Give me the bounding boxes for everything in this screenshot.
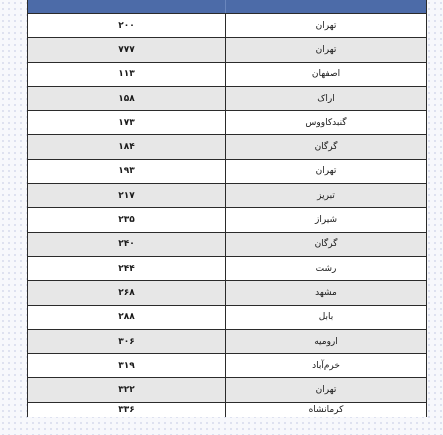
- value-cell: ۳۳۶: [28, 403, 226, 417]
- city-cell: تهران: [315, 385, 337, 396]
- city-cell: تبریز: [317, 190, 335, 201]
- value-cell: ۲۸۸: [28, 306, 226, 329]
- value-cell: ۳۱۹: [28, 354, 226, 377]
- data-table: [27, 0, 427, 417]
- city-cell: خرم‌آباد: [312, 360, 340, 371]
- header-cell-value: [28, 0, 226, 13]
- value-cell: ۱۷۳: [28, 111, 226, 134]
- city-cell: شیراز: [314, 215, 338, 226]
- city-cell: گنبدکاووس: [305, 117, 347, 128]
- value-cell: ۱۸۴: [28, 135, 226, 158]
- table-row: [28, 63, 426, 87]
- city-cell: گرگان: [314, 239, 338, 250]
- value-cell: ۲۶۸: [28, 281, 226, 304]
- city-cell: کرمانشاه: [308, 404, 344, 415]
- city-cell: تهران: [315, 44, 337, 55]
- table-row: [28, 135, 426, 159]
- table-row: [28, 111, 426, 135]
- city-cell: اصفهان: [311, 69, 341, 80]
- value-cell: ۲۴۴: [28, 257, 226, 280]
- city-cell: بابل: [318, 312, 334, 323]
- city-cell: تهران: [315, 166, 337, 177]
- city-cell: ارومیه: [314, 336, 338, 347]
- value-cell: ۲۴۰: [28, 233, 226, 256]
- table-row: [28, 403, 426, 417]
- table-row: [28, 160, 426, 184]
- city-cell: گرگان: [314, 142, 338, 153]
- value-cell: ۲۰۰: [28, 14, 226, 37]
- table-row: [28, 330, 426, 354]
- table-row: [28, 14, 426, 38]
- value-cell: ۷۷۷: [28, 38, 226, 61]
- city-cell: اراک: [317, 93, 335, 104]
- value-cell: ۱۵۸: [28, 87, 226, 110]
- value-cell: ۱۱۳: [28, 63, 226, 86]
- table-row: [28, 184, 426, 208]
- table-row: [28, 233, 426, 257]
- table-header: [28, 0, 426, 14]
- value-cell: ۱۹۳: [28, 160, 226, 183]
- table-row: [28, 87, 426, 111]
- table-row: [28, 38, 426, 62]
- table-row: [28, 208, 426, 232]
- city-cell: مشهد: [315, 287, 337, 298]
- table-row: [28, 354, 426, 378]
- table-body: [28, 14, 426, 417]
- city-cell: رشت: [315, 263, 337, 274]
- value-cell: ۳۰۶: [28, 330, 226, 353]
- city-cell: تهران: [315, 20, 337, 31]
- value-cell: ۳۲۲: [28, 378, 226, 401]
- table-row: [28, 378, 426, 402]
- value-cell: ۲۱۷: [28, 184, 226, 207]
- table-row: [28, 306, 426, 330]
- table-row: [28, 257, 426, 281]
- table-row: [28, 281, 426, 305]
- value-cell: ۲۳۵: [28, 208, 226, 231]
